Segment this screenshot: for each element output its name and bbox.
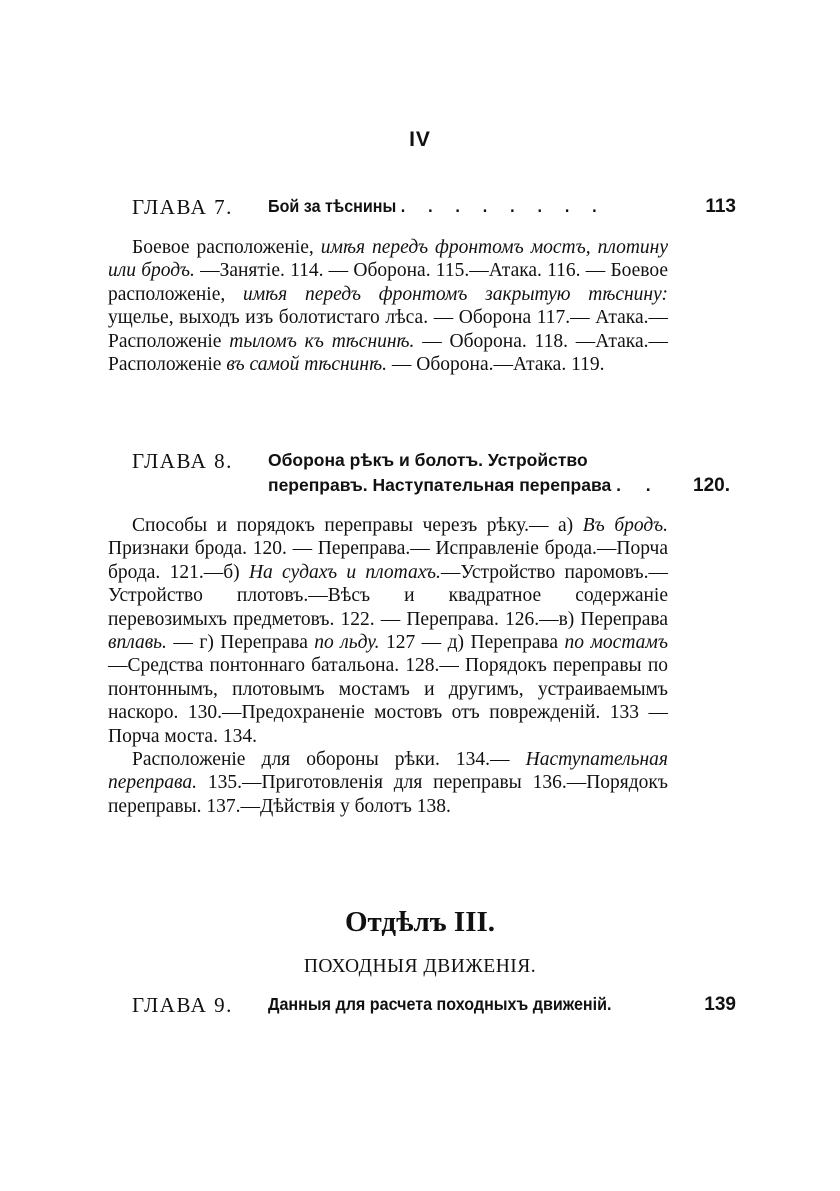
page-number: IV xyxy=(409,128,431,151)
summary-text: — Оборона. 118. —Атака.—Расположенiе xyxy=(108,330,668,376)
summary-italic-text: Наступательная переправа. xyxy=(108,749,668,794)
summary-italic-text: На судахъ и плотахъ. xyxy=(248,561,441,583)
summary-italic-text: имѣя передъ фронтомъ закрытую тѣснину: xyxy=(242,283,668,305)
summary-paragraph xyxy=(108,236,668,376)
chapter-title xyxy=(268,448,678,498)
summary-italic-text: въ самой тѣснинѣ. xyxy=(226,354,387,376)
section-subtitle: ПОХОДНЫЯ ДВИЖЕНIЯ. xyxy=(303,956,537,977)
summary-text: — г) Переправа xyxy=(166,632,315,654)
summary-paragraph xyxy=(108,748,668,818)
summary-italic-text: вплавь. xyxy=(108,632,167,654)
chapter-page-number: 139 xyxy=(704,994,736,1015)
chapter-label: ГЛАВА 8. xyxy=(132,449,233,473)
chapter-heading xyxy=(132,992,736,1018)
summary-text: —Средства понтоннаго батальона. 128.— Порядокъ переправы по понтоннымъ, плотовымъ мостамъ и другимъ, устраиваемымъ наскоро. 130.—Предохраненiе мостовъ отъ поврежденiй. 133 —Порча моста. 134. xyxy=(108,655,668,747)
summary-italic-text: Въ бродъ. xyxy=(582,515,668,536)
summary-italic-text: тыломъ къ тѣснинѣ. xyxy=(229,330,415,352)
chapter-page-number: 113 xyxy=(705,196,736,217)
chapter-title xyxy=(268,194,651,219)
summary-italic-text: по мостамъ xyxy=(564,632,668,654)
dot-leaders: . . xyxy=(616,475,661,495)
summary-text: ущелье, выходъ изъ болотистаго лѣса. — Оборона 117.— Атака.—Расположенiе xyxy=(108,307,668,352)
summary-text: 127 — д) Переправа xyxy=(379,632,565,654)
summary-text: — Оборона.—Атака. 119. xyxy=(387,354,605,376)
summary-text: —Занятiе. 114. — Оборона. 115.—Атака. 116. — Боевое расположенiе, xyxy=(108,260,668,305)
chapter-label: ГЛАВА 7. xyxy=(132,195,233,219)
summary-text: 135.—Приготовленiя для переправы 136.—Порядокъ переправы. 137.—Дѣйствiя у болотъ 138. xyxy=(108,772,668,817)
chapter-title-text: Данныя для расчета походныхъ движенiй. xyxy=(268,994,612,1014)
chapter-heading xyxy=(132,448,736,499)
chapter-title-text: Бой за тѣснины xyxy=(268,196,397,216)
chapter-summary xyxy=(108,514,668,818)
toc-entry-chapter-8[interactable] xyxy=(132,448,736,499)
summary-text: Признаки брода. 120. — Переправа.— Исправленiе брода.—Порча брода. 121.—б) xyxy=(108,538,668,583)
summary-text: Боевое расположенiе, xyxy=(132,237,321,258)
summary-italic-text: по льду. xyxy=(314,632,380,654)
chapter-page-number: 120. xyxy=(693,475,730,496)
summary-paragraph xyxy=(108,514,668,748)
chapter-heading xyxy=(132,194,736,220)
chapter-title xyxy=(268,992,651,1017)
section-title: Отдѣлъ III. xyxy=(344,906,496,938)
toc-entry-chapter-9[interactable] xyxy=(132,992,736,1018)
summary-text: Расположенiе для обороны рѣки. 134.— xyxy=(132,749,526,771)
chapter-label: ГЛАВА 9. xyxy=(132,993,233,1017)
summary-text: Способы и порядокъ переправы черезъ рѣку.— а) xyxy=(132,515,583,536)
chapter-title-text: Оборона рѣкъ и болотъ. Устройство переправъ. Наступательная переправа xyxy=(268,450,612,495)
summary-text: —Устройство паромовъ.—Устройство плотовъ.—Вѣсъ и квадратное содержанiе перевозимыхъ предметовъ. 122. — Переправа. 126.—в) Переправа xyxy=(108,561,668,630)
chapter-summary xyxy=(108,236,668,376)
dot-leaders: . . . . . . . . xyxy=(400,196,606,216)
summary-italic-text: имѣя передъ фронтомъ мостъ, плотину или бродъ. xyxy=(108,237,669,282)
toc-entry-chapter-7[interactable] xyxy=(132,194,736,220)
